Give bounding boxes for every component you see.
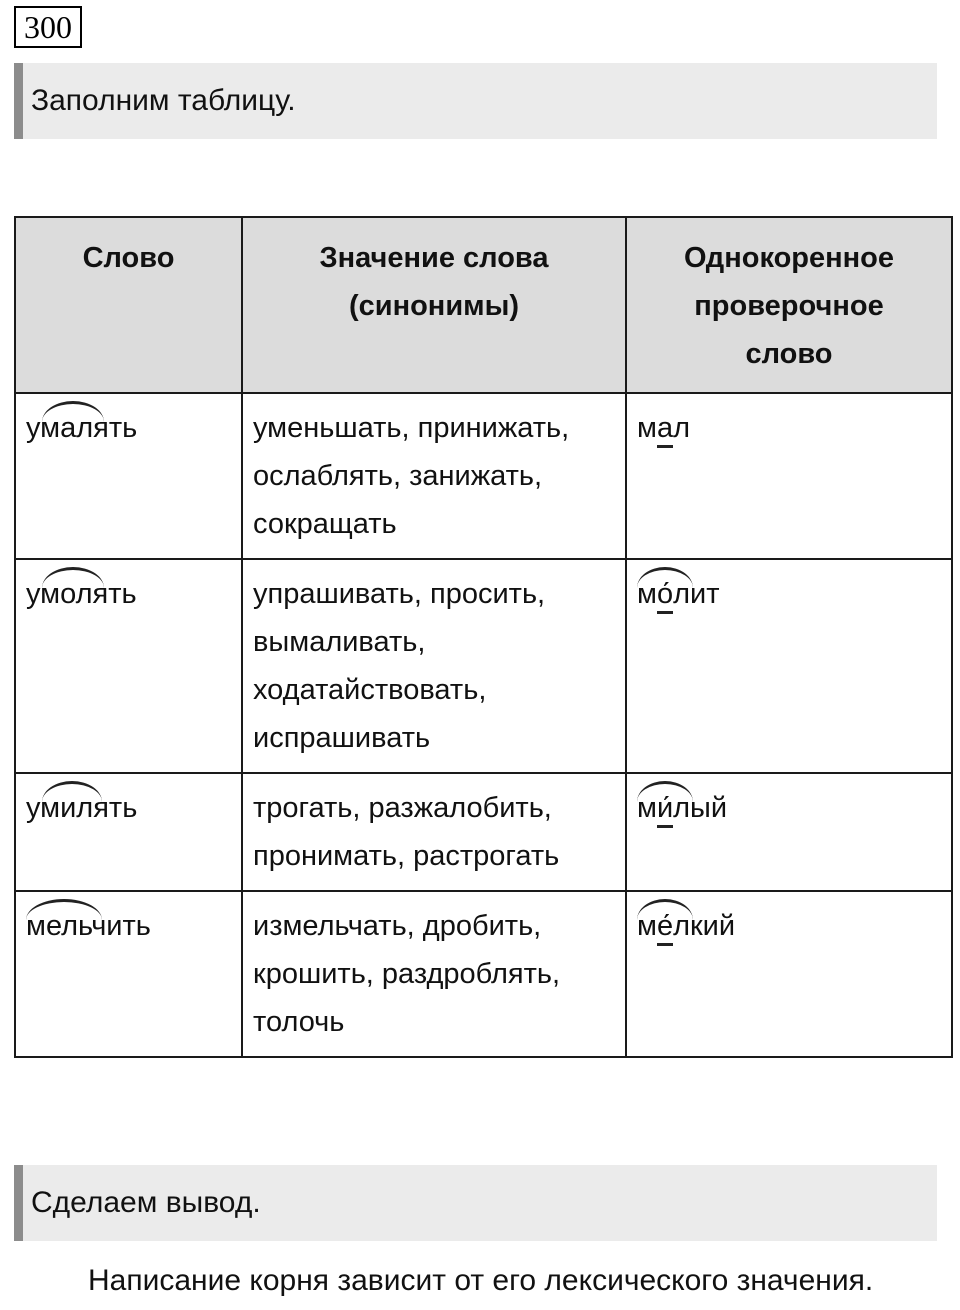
table-row bbox=[15, 773, 952, 891]
check-word-before: м bbox=[637, 578, 657, 610]
word-table bbox=[14, 216, 953, 1058]
word-text: умолять bbox=[26, 578, 137, 610]
table-row bbox=[15, 891, 952, 1057]
word-text: умилять bbox=[26, 792, 138, 824]
header-meaning bbox=[242, 217, 626, 393]
table-row bbox=[15, 393, 952, 559]
check-word-after: лит bbox=[673, 578, 720, 610]
check-word-before: м bbox=[637, 792, 657, 824]
table-row bbox=[15, 559, 952, 773]
word-cell bbox=[15, 891, 242, 1057]
check-word-after: лый bbox=[673, 792, 728, 824]
root-arc bbox=[42, 781, 102, 802]
check-word-after: лкий bbox=[673, 910, 736, 942]
check-word-vowel: е́ bbox=[657, 909, 673, 946]
check-word-vowel: а bbox=[657, 411, 673, 448]
header-word: Слово bbox=[15, 217, 242, 393]
meaning-cell: уменьшать, принижать, ослаблять, занижать, сокращать bbox=[242, 393, 626, 559]
meaning-cell: измельчать, дробить, крошить, раздроблять, толочь bbox=[242, 891, 626, 1057]
word-text: умалять bbox=[26, 412, 138, 444]
root-arc bbox=[42, 567, 104, 588]
table-header-row bbox=[15, 217, 952, 393]
check-word-vowel: и́ bbox=[657, 791, 673, 828]
check-word-before: м bbox=[637, 910, 657, 942]
root-arc bbox=[26, 899, 102, 920]
root-marked-word bbox=[26, 570, 137, 618]
check-word-cell bbox=[626, 393, 952, 559]
root-arc bbox=[637, 899, 693, 920]
root-marked-word bbox=[26, 404, 137, 452]
meaning-cell: упрашивать, просить, вымаливать, ходатайствовать, испрашивать bbox=[242, 559, 626, 773]
exercise-number: 300 bbox=[14, 6, 82, 48]
word-cell bbox=[15, 559, 242, 773]
root-marked-word bbox=[637, 784, 727, 832]
check-word-cell bbox=[626, 773, 952, 891]
root-arc bbox=[42, 401, 104, 422]
word-text: мельчить bbox=[26, 910, 151, 942]
meaning-cell: трогать, разжалобить, пронимать, растрогать bbox=[242, 773, 626, 891]
check-word-after: л bbox=[673, 412, 690, 444]
word-cell bbox=[15, 773, 242, 891]
root-marked-word bbox=[637, 570, 719, 618]
check-word-before: м bbox=[637, 412, 657, 444]
check-word-cell bbox=[626, 559, 952, 773]
word-cell bbox=[15, 393, 242, 559]
header-check-word bbox=[626, 217, 952, 393]
root-marked-word bbox=[26, 784, 137, 832]
conclusion-note: Сделаем вывод. bbox=[14, 1165, 937, 1241]
header-check-word-text: Однокоренное проверочное слово bbox=[683, 242, 895, 370]
root-marked-word bbox=[637, 902, 735, 950]
root-arc bbox=[637, 781, 693, 802]
conclusion-text: Написание корня зависит от его лексического значения. bbox=[88, 1264, 874, 1297]
check-word-vowel: о́ bbox=[657, 577, 673, 614]
check-word-cell bbox=[626, 891, 952, 1057]
header-meaning-text: Значение слова (синонимы) bbox=[319, 242, 549, 322]
root-marked-word bbox=[26, 902, 151, 950]
intro-note: Заполним таблицу. bbox=[14, 63, 937, 139]
root-arc bbox=[637, 567, 693, 588]
